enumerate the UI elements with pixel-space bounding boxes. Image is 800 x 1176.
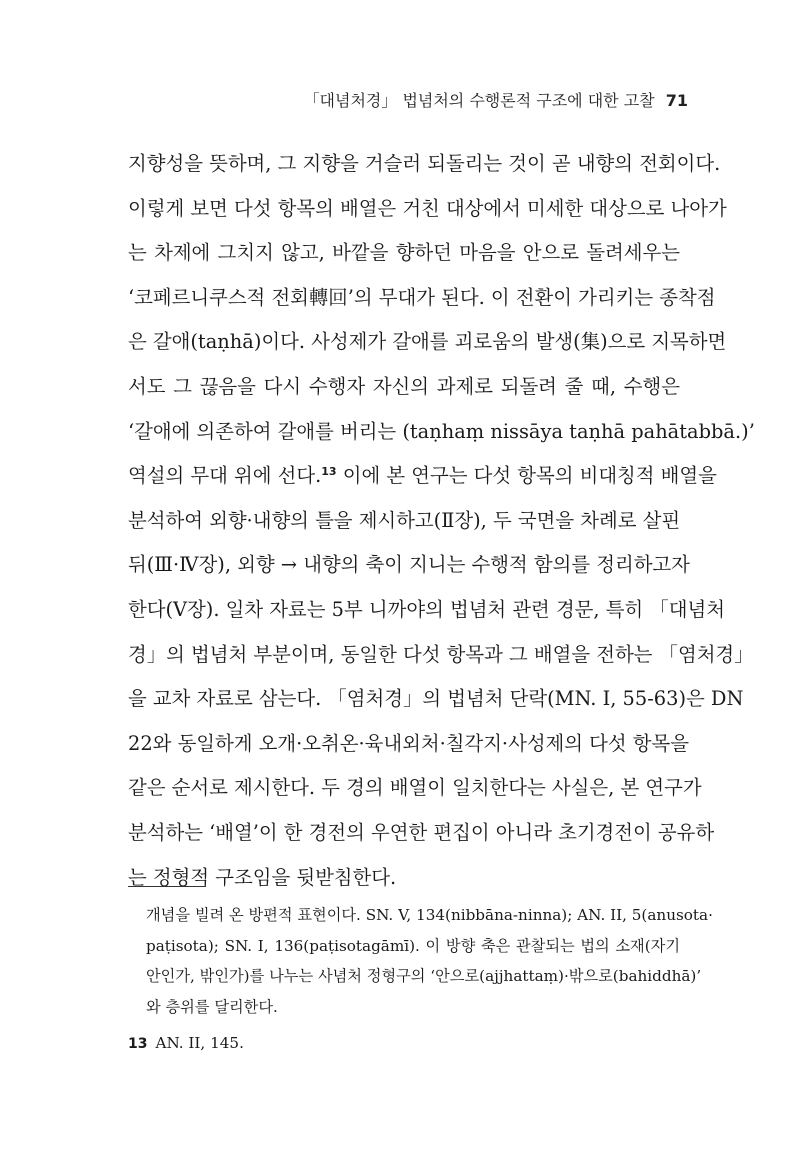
running-title: 「대념처경」 법념처의 수행론적 구조에 대한 고찰: [303, 91, 655, 110]
body-line: 이렇게 보면 다섯 항목의 배열은 거친 대상에서 미세한 대상으로 나아가: [128, 196, 727, 220]
footnote-ref-13[interactable]: 13: [321, 465, 337, 479]
body-line: 같은 순서로 제시한다. 두 경의 배열이 일치한다는 사실은, 본 연구가: [128, 776, 702, 800]
footnotes: [128, 900, 713, 1058]
body-line-start: 역설의 무대 위에 선다.: [128, 464, 322, 488]
body-line: 경」의 법념처 부분이며, 동일한 다섯 항목과 그 배열을 전하는 「염처경」: [128, 642, 754, 666]
body-line: 22와 동일하게 오개·오취온·육내외처·칠각지·사성제의 다섯 항목을: [128, 731, 689, 755]
footnote-line: 와 층위를 달리한다.: [146, 997, 278, 1016]
body-line: 는 차제에 그치지 않고, 바깥을 향하던 마음을 안으로 돌려세우는: [128, 241, 680, 265]
body-line: 을 교차 자료로 삼는다. 「염처경」의 법념처 단락(MN. I, 55-63)은 DN: [128, 687, 744, 711]
footnote-number: 13: [128, 1036, 148, 1052]
footnote-line: 개념을 빌려 온 방편적 표현이다. SN. V, 134(nibbāna-ninna); AN. II, 5(anusota·: [146, 906, 713, 924]
body-line: ‘갈애에 의존하여 갈애를 버리는 (taṇhaṃ nissāya taṇhā pahātabbā.)’: [128, 419, 755, 443]
body-line: 분석하는 ‘배열’이 한 경전의 우연한 편집이 아니라 초기경전이 공유하: [128, 820, 715, 844]
body-line: 지향성을 뜻하며, 그 지향을 거슬러 되돌리는 것이 곧 내향의 전회이다.: [128, 152, 721, 175]
footnote-text: AN. II, 145.: [155, 1034, 244, 1052]
footnote-divider: [128, 886, 206, 887]
body-line: 서도 그 끊음을 다시 수행자 자신의 과제로 되돌려 줄 때, 수행은: [128, 374, 680, 398]
body-line: 은 갈애(taṇhā)이다. 사성제가 갈애를 괴로움의 발생(集)으로 지목하면: [128, 330, 727, 354]
page-number: 71: [665, 91, 688, 110]
body-line: 한다(Ⅴ장). 일차 자료는 5부 니까야의 법념처 관련 경문, 특히 「대념처: [128, 597, 725, 621]
body-line-end: 이에 본 연구는 다섯 항목의 비대칭적 배열을: [336, 464, 717, 488]
body-line: 분석하여 외향·내향의 틀을 제시하고(Ⅱ장), 두 국면을 차례로 살핀: [128, 508, 681, 532]
body-line: 는 정형적 구조임을 뒷받침한다.: [128, 865, 397, 889]
main-text: [128, 142, 755, 900]
body-line-with-footnote: [128, 454, 717, 499]
footnote-13: [128, 1028, 680, 1058]
footnote-line: paṭisota); SN. I, 136(paṭisotagāmī). 이 방향 축은 관찰되는 법의 소재(자기: [146, 936, 680, 955]
body-line: 뒤(Ⅲ·Ⅳ장), 외향 → 내향의 축이 지니는 수행적 함의를 정리하고자: [128, 553, 690, 577]
footnote-line: 안인가, 밖인가)를 나누는 사념처 정형구의 ‘안으로(ajjhattaṃ)·밖으로(bahiddhā)’: [146, 967, 702, 985]
running-header: [304, 88, 688, 111]
body-line: ‘코페르니쿠스적 전회轉回’의 무대가 된다. 이 전환이 가리키는 종착점: [128, 285, 716, 309]
